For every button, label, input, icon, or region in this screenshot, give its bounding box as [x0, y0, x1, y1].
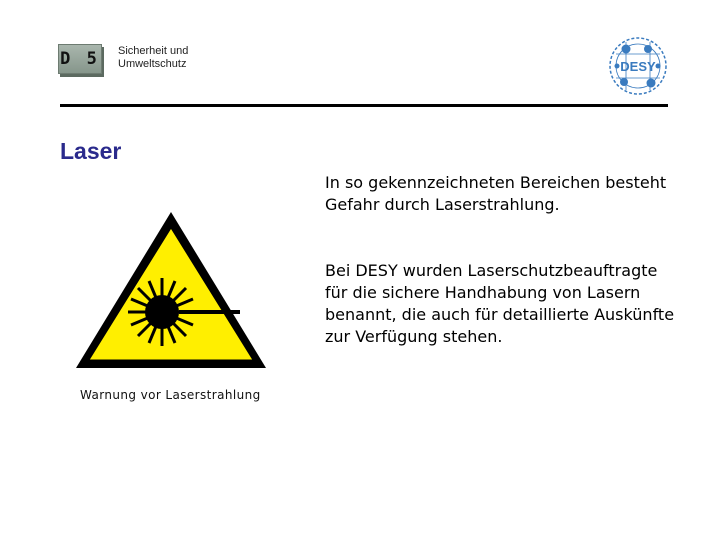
body-text [325, 172, 675, 348]
department-name [118, 45, 188, 71]
laser-warning-icon [74, 210, 268, 380]
paragraph-safety-officers: Bei DESY wurden Laserschutzbeauftragte für die sichere Handhabung von Lasern benannt, die auch für detaillierte Auskünfte zur Verfügung stehen. [325, 261, 675, 346]
department-name-line2: Umweltschutz [118, 58, 187, 70]
figure-caption: Warnung vor Laserstrahlung [80, 388, 261, 402]
header-divider [60, 104, 668, 107]
desy-logo [608, 36, 668, 96]
department-code: D 5 [60, 49, 100, 69]
paragraph-warning: In so gekennzeichneten Bereichen besteht Gefahr durch Laserstrahlung. [325, 173, 667, 214]
logo-text: DESY [620, 59, 656, 74]
department-name-line1: Sicherheit und [118, 45, 189, 57]
department-badge [58, 44, 102, 74]
page-title: Laser [60, 138, 122, 164]
